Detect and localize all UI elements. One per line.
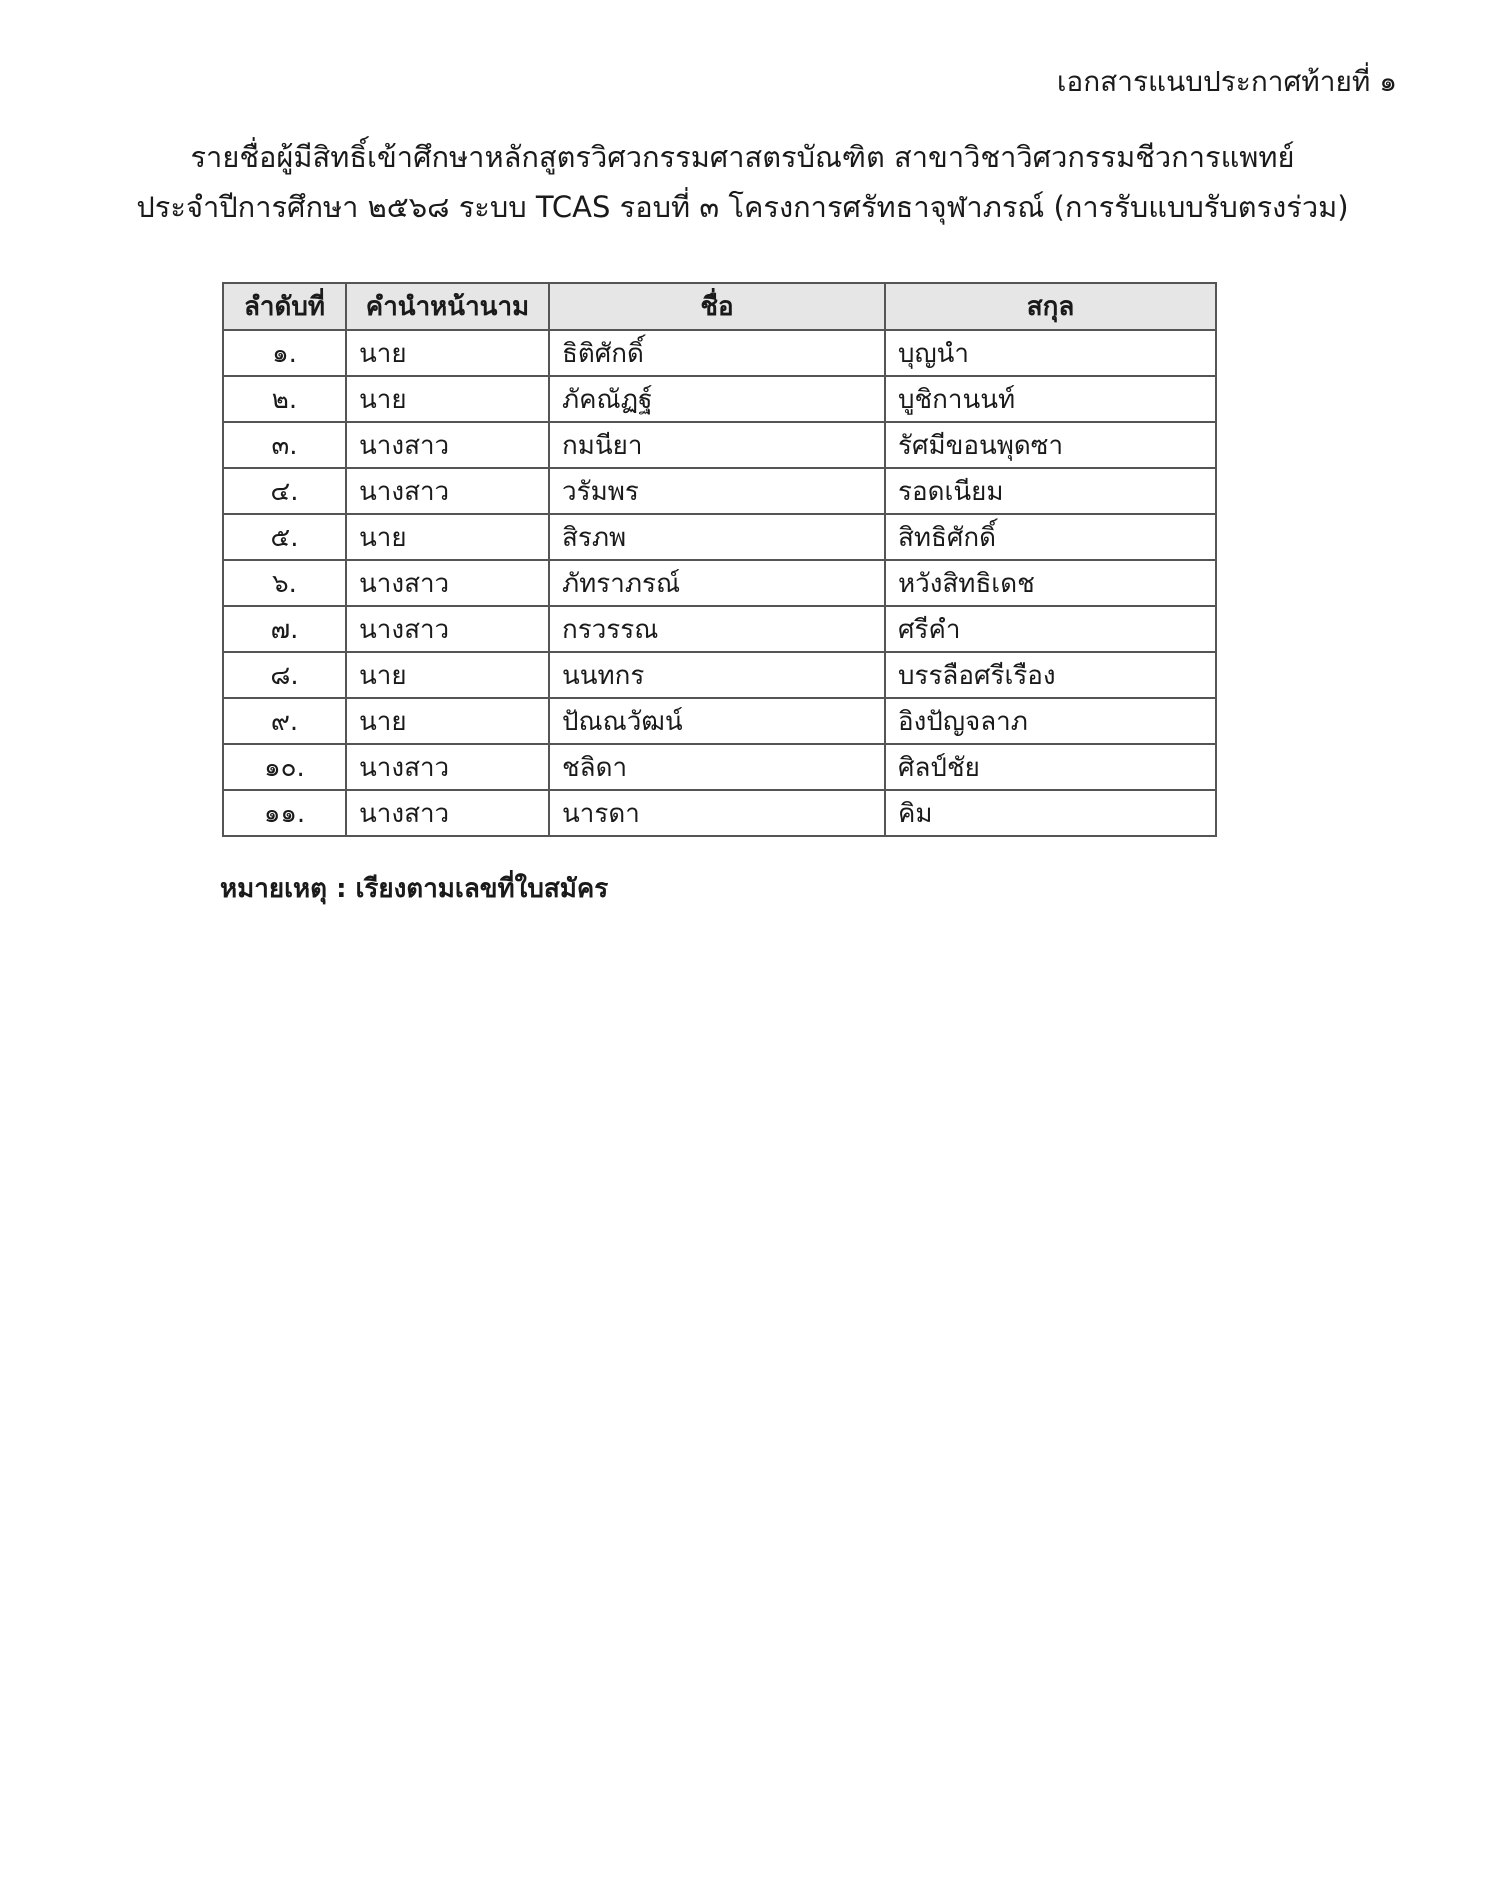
cell-last-name: อิงปัญจลาภ	[885, 698, 1216, 744]
cell-last-name: บรรลือศรีเรือง	[885, 652, 1216, 698]
cell-prefix: นางสาว	[346, 468, 549, 514]
cell-first-name: ธิติศักดิ์	[549, 330, 885, 376]
cell-first-name: กมนียา	[549, 422, 885, 468]
cell-prefix: นางสาว	[346, 422, 549, 468]
cell-first-name: นารดา	[549, 790, 885, 836]
table-row	[223, 422, 1216, 468]
cell-prefix: นางสาว	[346, 790, 549, 836]
cell-first-name: นนทกร	[549, 652, 885, 698]
cell-order: ๑๐.	[223, 744, 346, 790]
cell-prefix: นาย	[346, 330, 549, 376]
cell-order: ๙.	[223, 698, 346, 744]
cell-prefix: นาย	[346, 376, 549, 422]
cell-prefix: นาย	[346, 652, 549, 698]
column-header-prefix: คำนำหน้านาม	[346, 283, 549, 330]
cell-prefix: นางสาว	[346, 744, 549, 790]
cell-prefix: นาย	[346, 698, 549, 744]
cell-last-name: บูชิกานนท์	[885, 376, 1216, 422]
table-row	[223, 514, 1216, 560]
table-header-row	[223, 283, 1216, 330]
cell-first-name: ปัณณวัฒน์	[549, 698, 885, 744]
cell-first-name: ภัคณัฏฐ์	[549, 376, 885, 422]
cell-first-name: ชลิดา	[549, 744, 885, 790]
cell-first-name: ภัทราภรณ์	[549, 560, 885, 606]
cell-order: ๒.	[223, 376, 346, 422]
column-header-order: ลำดับที่	[223, 283, 346, 330]
cell-prefix: นางสาว	[346, 606, 549, 652]
cell-order: ๔.	[223, 468, 346, 514]
cell-first-name: วรัมพร	[549, 468, 885, 514]
table-footnote: หมายเหตุ : เรียงตามเลขที่ใบสมัคร	[220, 874, 609, 904]
table-row	[223, 330, 1216, 376]
cell-order: ๕.	[223, 514, 346, 560]
admission-list-table	[222, 282, 1217, 837]
table-row	[223, 560, 1216, 606]
table-row	[223, 652, 1216, 698]
column-header-last-name: สกุล	[885, 283, 1216, 330]
table-row	[223, 698, 1216, 744]
table-row	[223, 376, 1216, 422]
cell-first-name: สิรภพ	[549, 514, 885, 560]
cell-order: ๗.	[223, 606, 346, 652]
cell-last-name: คิม	[885, 790, 1216, 836]
cell-order: ๘.	[223, 652, 346, 698]
table-row	[223, 606, 1216, 652]
document-title-line-2: ประจำปีการศึกษา ๒๕๖๘ ระบบ TCAS รอบที่ ๓ โครงการศรัทธาจุฬาภรณ์ (การรับแบบรับตรงร่วม)	[136, 190, 1349, 224]
cell-prefix: นาย	[346, 514, 549, 560]
table-row	[223, 744, 1216, 790]
column-header-first-name: ชื่อ	[549, 283, 885, 330]
cell-last-name: ศิลป์ชัย	[885, 744, 1216, 790]
cell-last-name: รอดเนียม	[885, 468, 1216, 514]
cell-last-name: หวังสิทธิเดช	[885, 560, 1216, 606]
attachment-label: เอกสารแนบประกาศท้ายที่ ๑	[1056, 65, 1397, 98]
cell-order: ๖.	[223, 560, 346, 606]
cell-last-name: สิทธิศักดิ์	[885, 514, 1216, 560]
cell-order: ๑๑.	[223, 790, 346, 836]
cell-last-name: บุญนำ	[885, 330, 1216, 376]
cell-last-name: ศรีคำ	[885, 606, 1216, 652]
document-title-line-1: รายชื่อผู้มีสิทธิ์เข้าศึกษาหลักสูตรวิศวกรรมศาสตรบัณฑิต สาขาวิชาวิศวกรรมชีวการแพทย์	[190, 140, 1295, 174]
cell-last-name: รัศมีขอนพุดซา	[885, 422, 1216, 468]
table-row	[223, 468, 1216, 514]
cell-prefix: นางสาว	[346, 560, 549, 606]
table-row	[223, 790, 1216, 836]
cell-first-name: กรวรรณ	[549, 606, 885, 652]
cell-order: ๓.	[223, 422, 346, 468]
cell-order: ๑.	[223, 330, 346, 376]
